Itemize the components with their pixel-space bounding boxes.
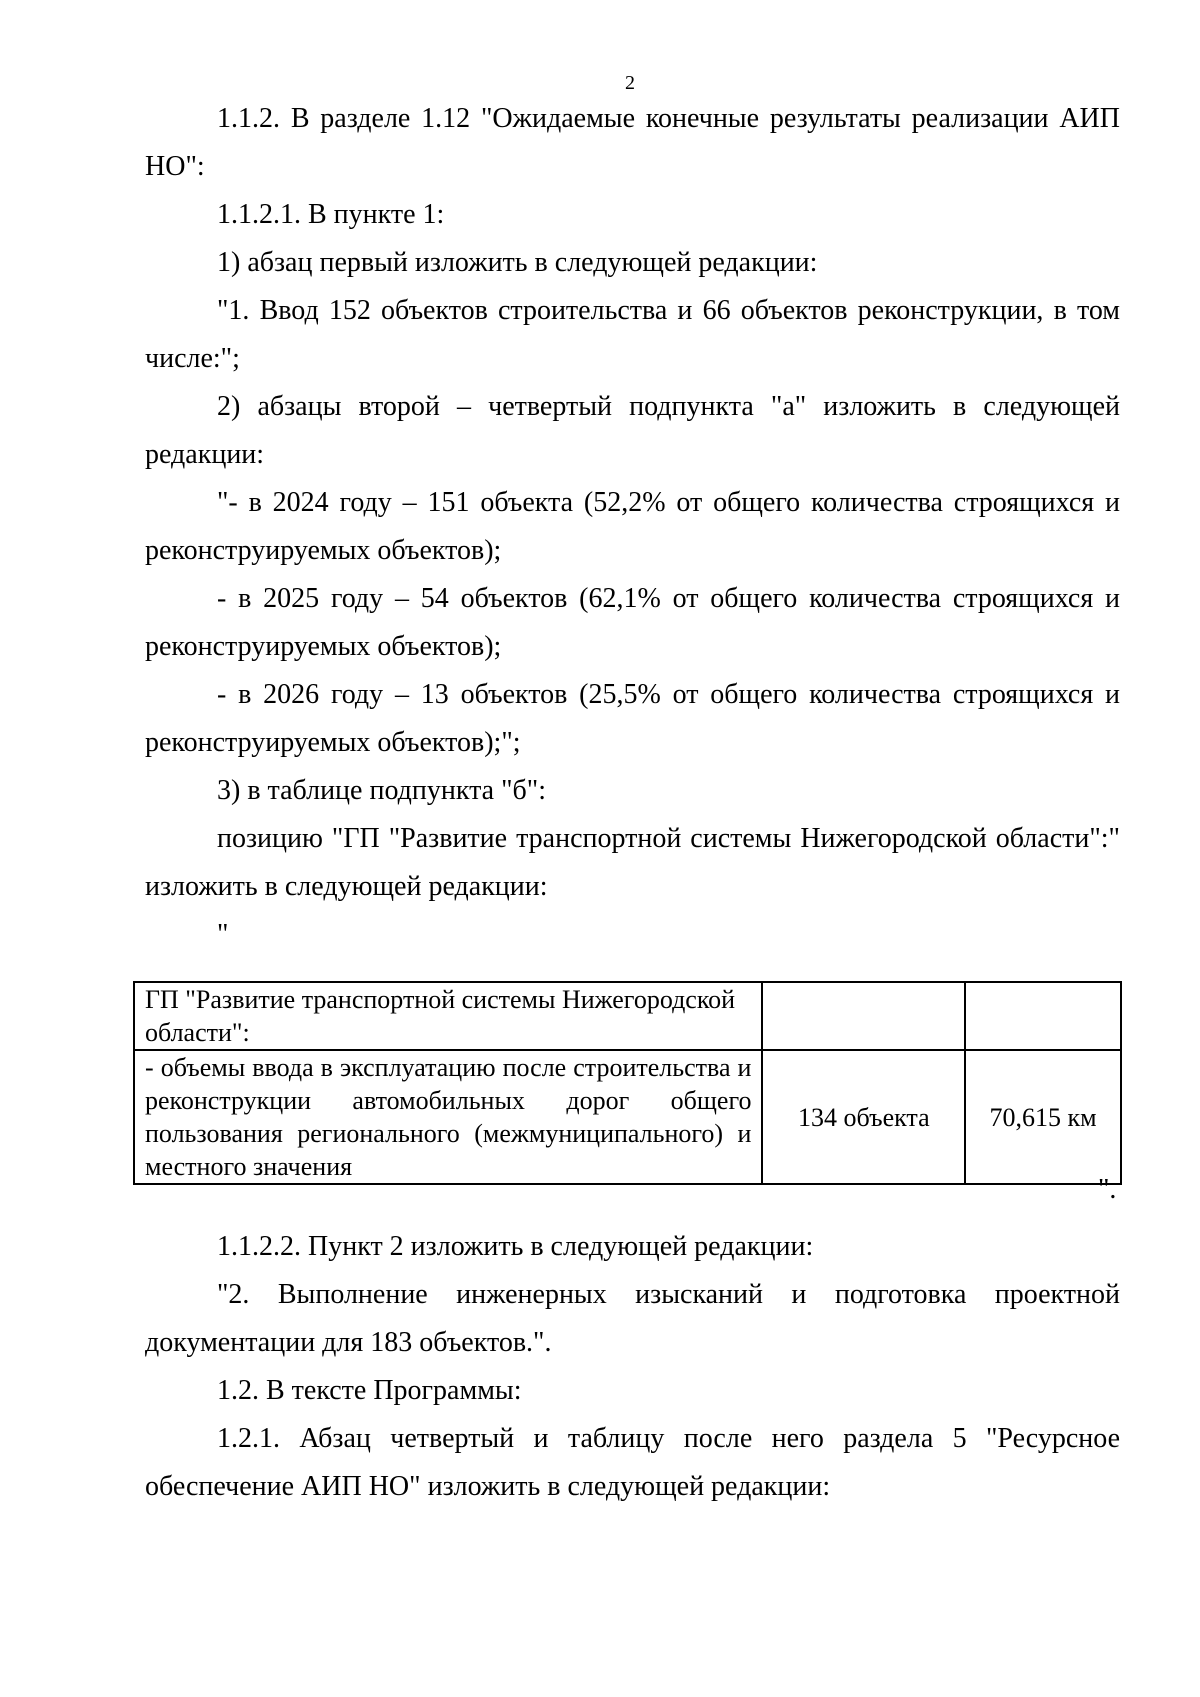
table-close-quote: ". (1098, 1174, 1117, 1205)
paragraph-section-1-1-2-1: 1.1.2.1. В пункте 1: (217, 199, 445, 230)
paragraph-item-3: 3) в таблице подпункта "б": (217, 775, 546, 806)
paragraph-section-1-2: 1.2. В тексте Программы: (217, 1375, 522, 1406)
table-cell-empty (965, 982, 1121, 1050)
document-body-top (145, 95, 1120, 955)
paragraph-year-2026: - в 2026 году – 13 объектов (25,5% от общего количества строящихся и реконструируемых объектов);"; (145, 679, 1120, 758)
table-cell-program-title: ГП "Развитие транспортной системы Нижегородской области": (134, 982, 762, 1050)
results-table (133, 981, 1122, 1185)
paragraph-year-2024: "- в 2024 году – 151 объекта (52,2% от общего количества строящихся и реконструируемых объектов); (145, 487, 1120, 566)
table-row (134, 982, 1121, 1050)
table-cell-length-km: 70,615 км (965, 1050, 1121, 1184)
paragraph-section-1-1-2: 1.1.2. В разделе 1.12 "Ожидаемые конечные результаты реализации АИП НО": (145, 103, 1120, 182)
paragraph-item-1: 1) абзац первый изложить в следующей редакции: (217, 247, 818, 278)
table-open-quote: " (217, 919, 229, 950)
table-cell-description: - объемы ввода в эксплуатацию после строительства и реконструкции автомобильных дорог общего пользования регионального (межмуниципального) и местного значения (134, 1050, 762, 1184)
document-body-bottom (145, 1223, 1120, 1511)
table-cell-empty (762, 982, 965, 1050)
paragraph-item-2: 2) абзацы второй – четвертый подпункта "а" изложить в следующей редакции: (145, 391, 1120, 470)
paragraph-position: позицию "ГП "Развитие транспортной системы Нижегородской области":" изложить в следующей редакции: (145, 823, 1120, 902)
page-number: 2 (625, 72, 635, 94)
table-row (134, 1050, 1121, 1184)
paragraph-section-1-2-1: 1.2.1. Абзац четвертый и таблицу после него раздела 5 "Ресурсное обеспечение АИП НО" изложить в следующей редакции: (145, 1423, 1120, 1502)
paragraph-quote-1: "1. Ввод 152 объектов строительства и 66 объектов реконструкции, в том числе:"; (145, 295, 1120, 374)
table-cell-objects-count: 134 объекта (762, 1050, 965, 1184)
paragraph-quote-2: "2. Выполнение инженерных изысканий и подготовка проектной документации для 183 объектов.". (145, 1279, 1120, 1358)
paragraph-year-2025: - в 2025 году – 54 объектов (62,1% от общего количества строящихся и реконструируемых объектов); (145, 583, 1120, 662)
paragraph-section-1-1-2-2: 1.1.2.2. Пункт 2 изложить в следующей редакции: (217, 1231, 814, 1262)
